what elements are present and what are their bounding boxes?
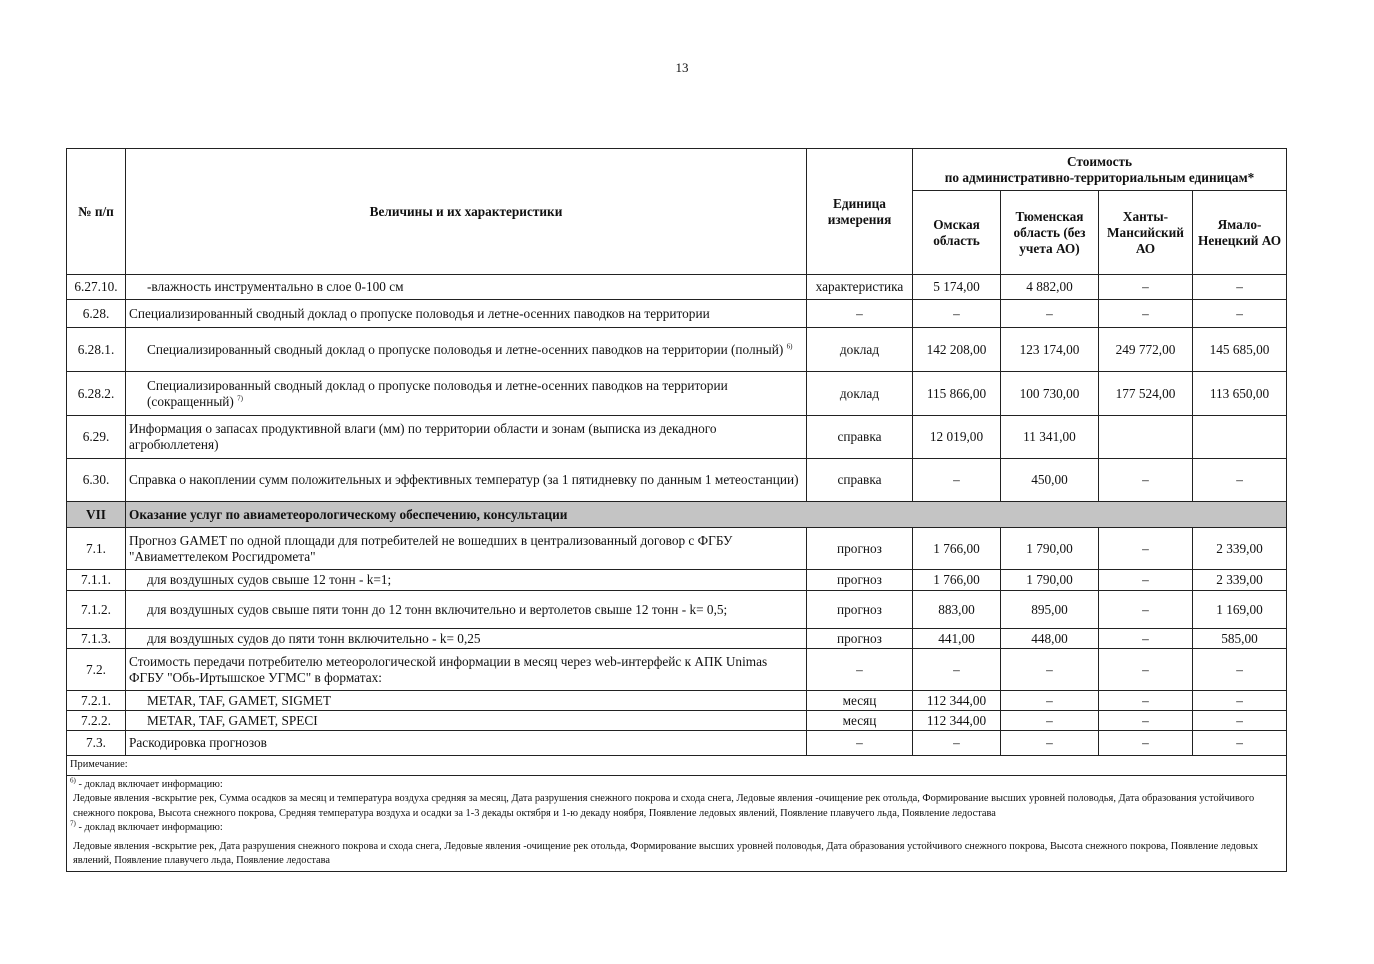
row-num: 7.3.	[67, 731, 126, 756]
row-value-omsk: –	[913, 459, 1001, 502]
note-7-body: Ледовые явления -вскрытие рек, Дата разрушения снежного покрова и схода снега, Ледовые явления -очищение рек отольда, Формирование высших уровней половодья, Дата образования устойчивого снежного покрова, Высота снежного покрова, Появление ледовых явлений, Появление плавучего льда, Появление ледостава	[73, 840, 1259, 866]
row-desc: -влажность инструментально в слое 0-100 см	[126, 275, 807, 300]
header-unit: Единица измерения	[807, 149, 913, 275]
row-value-omsk: –	[913, 731, 1001, 756]
row-num: 6.28.2.	[67, 372, 126, 416]
row-unit: доклад	[807, 328, 913, 372]
header-region-khmao: Ханты-Мансийский АО	[1099, 191, 1193, 275]
row-value-tyumen: 100 730,00	[1001, 372, 1099, 416]
header-region-yanao: Ямало-Ненецкий АО	[1193, 191, 1287, 275]
table-row	[67, 591, 1287, 629]
row-value-yanao: 585,00	[1193, 629, 1287, 649]
row-num: 7.1.1.	[67, 570, 126, 591]
row-value-khmao: –	[1099, 731, 1193, 756]
row-desc-cell	[126, 372, 807, 416]
row-num: 6.30.	[67, 459, 126, 502]
table-row	[67, 372, 1287, 416]
row-value-yanao: –	[1193, 731, 1287, 756]
table-row	[67, 328, 1287, 372]
row-num: 7.2.1.	[67, 691, 126, 711]
row-value-tyumen: 895,00	[1001, 591, 1099, 629]
header-desc: Величины и их характеристики	[126, 149, 807, 275]
row-value-khmao: –	[1099, 275, 1193, 300]
table-row	[67, 275, 1287, 300]
note-7-mark: 7)	[70, 819, 76, 828]
row-value-yanao: 113 650,00	[1193, 372, 1287, 416]
table-row	[67, 731, 1287, 756]
row-value-khmao: –	[1099, 570, 1193, 591]
row-value-yanao: 2 339,00	[1193, 570, 1287, 591]
row-value-omsk: 12 019,00	[913, 416, 1001, 459]
row-value-omsk: 441,00	[913, 629, 1001, 649]
row-value-yanao: –	[1193, 300, 1287, 328]
row-value-yanao: –	[1193, 691, 1287, 711]
row-value-yanao: 145 685,00	[1193, 328, 1287, 372]
page-number: 13	[675, 60, 689, 75]
table-row	[67, 691, 1287, 711]
note-7-head: - доклад включает информацию:	[75, 822, 223, 833]
table-row	[67, 416, 1287, 459]
section-row	[67, 502, 1287, 528]
row-value-omsk: 115 866,00	[913, 372, 1001, 416]
row-unit: характеристика	[807, 275, 913, 300]
row-desc: Раскодировка прогнозов	[126, 731, 807, 756]
row-value-yanao: –	[1193, 711, 1287, 731]
row-value-khmao: –	[1099, 691, 1193, 711]
row-unit: справка	[807, 459, 913, 502]
row-desc: Стоимость передачи потребителю метеорологической информации в месяц через web-интерфейс к АПК Unimas ФГБУ "Обь-Иртышское УГМС" в форматах:	[126, 649, 807, 691]
row-num: 6.28.1.	[67, 328, 126, 372]
row-unit: –	[807, 300, 913, 328]
row-value-tyumen: 4 882,00	[1001, 275, 1099, 300]
row-unit: –	[807, 731, 913, 756]
row-unit: прогноз	[807, 591, 913, 629]
table-row	[67, 629, 1287, 649]
row-num: 7.1.2.	[67, 591, 126, 629]
row-value-yanao: –	[1193, 275, 1287, 300]
row-desc: Специализированный сводный доклад о пропуске половодья и летне-осенних паводков на территории (сокращенный)	[147, 377, 728, 409]
table-row	[67, 300, 1287, 328]
note-6-header	[70, 778, 1283, 793]
row-value-omsk: –	[913, 300, 1001, 328]
row-value-khmao: –	[1099, 711, 1193, 731]
row-desc: Справка о накоплении сумм положительных и эффективных температур (за 1 пятидневку по данным 1 метеостанции)	[126, 459, 807, 502]
row-value-tyumen: 1 790,00	[1001, 570, 1099, 591]
row-value-khmao: –	[1099, 459, 1193, 502]
row-desc: METAR, TAF, GAMET, SIGMET	[126, 691, 807, 711]
header-num: № п/п	[67, 149, 126, 275]
row-value-omsk: 5 174,00	[913, 275, 1001, 300]
row-value-omsk: 1 766,00	[913, 528, 1001, 570]
row-num: 6.27.10.	[67, 275, 126, 300]
note-6-body: Ледовые явления -вскрытие рек, Сумма осадков за месяц и температура воздуха средняя за месяц, Дата разрушения снежного покрова и схода снега, Ледовые явления -очищение рек отольда, Формирование высших уровней половодья, Дата образования устойчивого снежного покрова, Высота снежного покрова, Средняя температура воздуха и осадки за 1-3 декады октября и 1-ю декаду ноября, Появление ледовых явлений, Появление плавучего льда, Появление ледостава	[73, 793, 1255, 819]
row-value-khmao: –	[1099, 591, 1193, 629]
footnote-ref: 6)	[786, 342, 793, 351]
row-num: 7.2.2.	[67, 711, 126, 731]
row-desc: Прогноз GAMET по одной площади для потребителей не вошедших в централизованный договор с ФГБУ "Авиаметтелеком Росгидромета"	[126, 528, 807, 570]
row-value-yanao	[1193, 416, 1287, 459]
section-num: VII	[67, 502, 126, 528]
row-desc-cell	[126, 328, 807, 372]
section-title: Оказание услуг по авиаметеорологическому обеспечению, консультации	[126, 502, 1287, 528]
notes-title: Примечание:	[67, 756, 1287, 776]
row-value-tyumen: –	[1001, 711, 1099, 731]
row-num: 7.1.	[67, 528, 126, 570]
note-6-mark: 6)	[70, 776, 76, 785]
row-unit: доклад	[807, 372, 913, 416]
row-desc: Информация о запасах продуктивной влаги (мм) по территории области и зонам (выписка из декадного агробюллетеня)	[126, 416, 807, 459]
header-region-tyumen: Тюменская область (без учета АО)	[1001, 191, 1099, 275]
row-value-khmao: –	[1099, 649, 1193, 691]
row-value-khmao: –	[1099, 629, 1193, 649]
row-value-tyumen: 450,00	[1001, 459, 1099, 502]
row-value-tyumen: –	[1001, 731, 1099, 756]
note-7-header	[70, 821, 1283, 836]
tariff-table	[66, 148, 1287, 872]
row-value-yanao: 1 169,00	[1193, 591, 1287, 629]
row-unit: месяц	[807, 691, 913, 711]
row-value-khmao: –	[1099, 300, 1193, 328]
row-value-tyumen: –	[1001, 649, 1099, 691]
table-row	[67, 711, 1287, 731]
row-value-omsk: –	[913, 649, 1001, 691]
row-value-omsk: 142 208,00	[913, 328, 1001, 372]
row-value-tyumen: 1 790,00	[1001, 528, 1099, 570]
notes-title-row	[67, 756, 1287, 776]
row-unit: прогноз	[807, 570, 913, 591]
header-cost-group	[913, 149, 1287, 191]
row-value-tyumen: –	[1001, 691, 1099, 711]
header-cost-line1: Стоимость	[1066, 153, 1133, 169]
row-unit: месяц	[807, 711, 913, 731]
row-value-tyumen: 448,00	[1001, 629, 1099, 649]
row-value-khmao: 249 772,00	[1099, 328, 1193, 372]
row-desc: для воздушных судов свыше 12 тонн - k=1;	[126, 570, 807, 591]
row-value-khmao: –	[1099, 528, 1193, 570]
row-value-khmao	[1099, 416, 1193, 459]
row-num: 7.1.3.	[67, 629, 126, 649]
row-unit: прогноз	[807, 629, 913, 649]
table-row	[67, 459, 1287, 502]
row-desc: Специализированный сводный доклад о пропуске половодья и летне-осенних паводков на территории (полный)	[147, 341, 784, 357]
row-desc: для воздушных судов до пяти тонн включительно - k= 0,25	[126, 629, 807, 649]
row-value-omsk: 112 344,00	[913, 711, 1001, 731]
row-value-khmao: 177 524,00	[1099, 372, 1193, 416]
row-value-omsk: 883,00	[913, 591, 1001, 629]
table-row	[67, 528, 1287, 570]
row-unit: прогноз	[807, 528, 913, 570]
row-num: 7.2.	[67, 649, 126, 691]
footnote-ref: 7)	[237, 394, 244, 403]
row-value-tyumen: 11 341,00	[1001, 416, 1099, 459]
table-row	[67, 649, 1287, 691]
row-desc: METAR, TAF, GAMET, SPECI	[126, 711, 807, 731]
table-row	[67, 570, 1287, 591]
header-region-omsk: Омская область	[913, 191, 1001, 275]
row-value-tyumen: 123 174,00	[1001, 328, 1099, 372]
note-6-row	[67, 775, 1287, 871]
row-value-omsk: 1 766,00	[913, 570, 1001, 591]
note-6-head: - доклад включает информацию:	[75, 778, 223, 790]
row-unit: –	[807, 649, 913, 691]
row-num: 6.29.	[67, 416, 126, 459]
note-6	[67, 775, 1287, 871]
row-value-omsk: 112 344,00	[913, 691, 1001, 711]
header-cost-line2: по административно-территориальным единицам*	[944, 169, 1255, 185]
row-value-yanao: –	[1193, 649, 1287, 691]
row-desc: Специализированный сводный доклад о пропуске половодья и летне-осенних паводков на территории	[126, 300, 807, 328]
row-num: 6.28.	[67, 300, 126, 328]
row-value-tyumen: –	[1001, 300, 1099, 328]
row-value-yanao: 2 339,00	[1193, 528, 1287, 570]
row-value-yanao: –	[1193, 459, 1287, 502]
row-unit: справка	[807, 416, 913, 459]
row-desc: для воздушных судов свыше пяти тонн до 12 тонн включительно и вертолетов свыше 12 тонн - k= 0,5;	[126, 591, 807, 629]
